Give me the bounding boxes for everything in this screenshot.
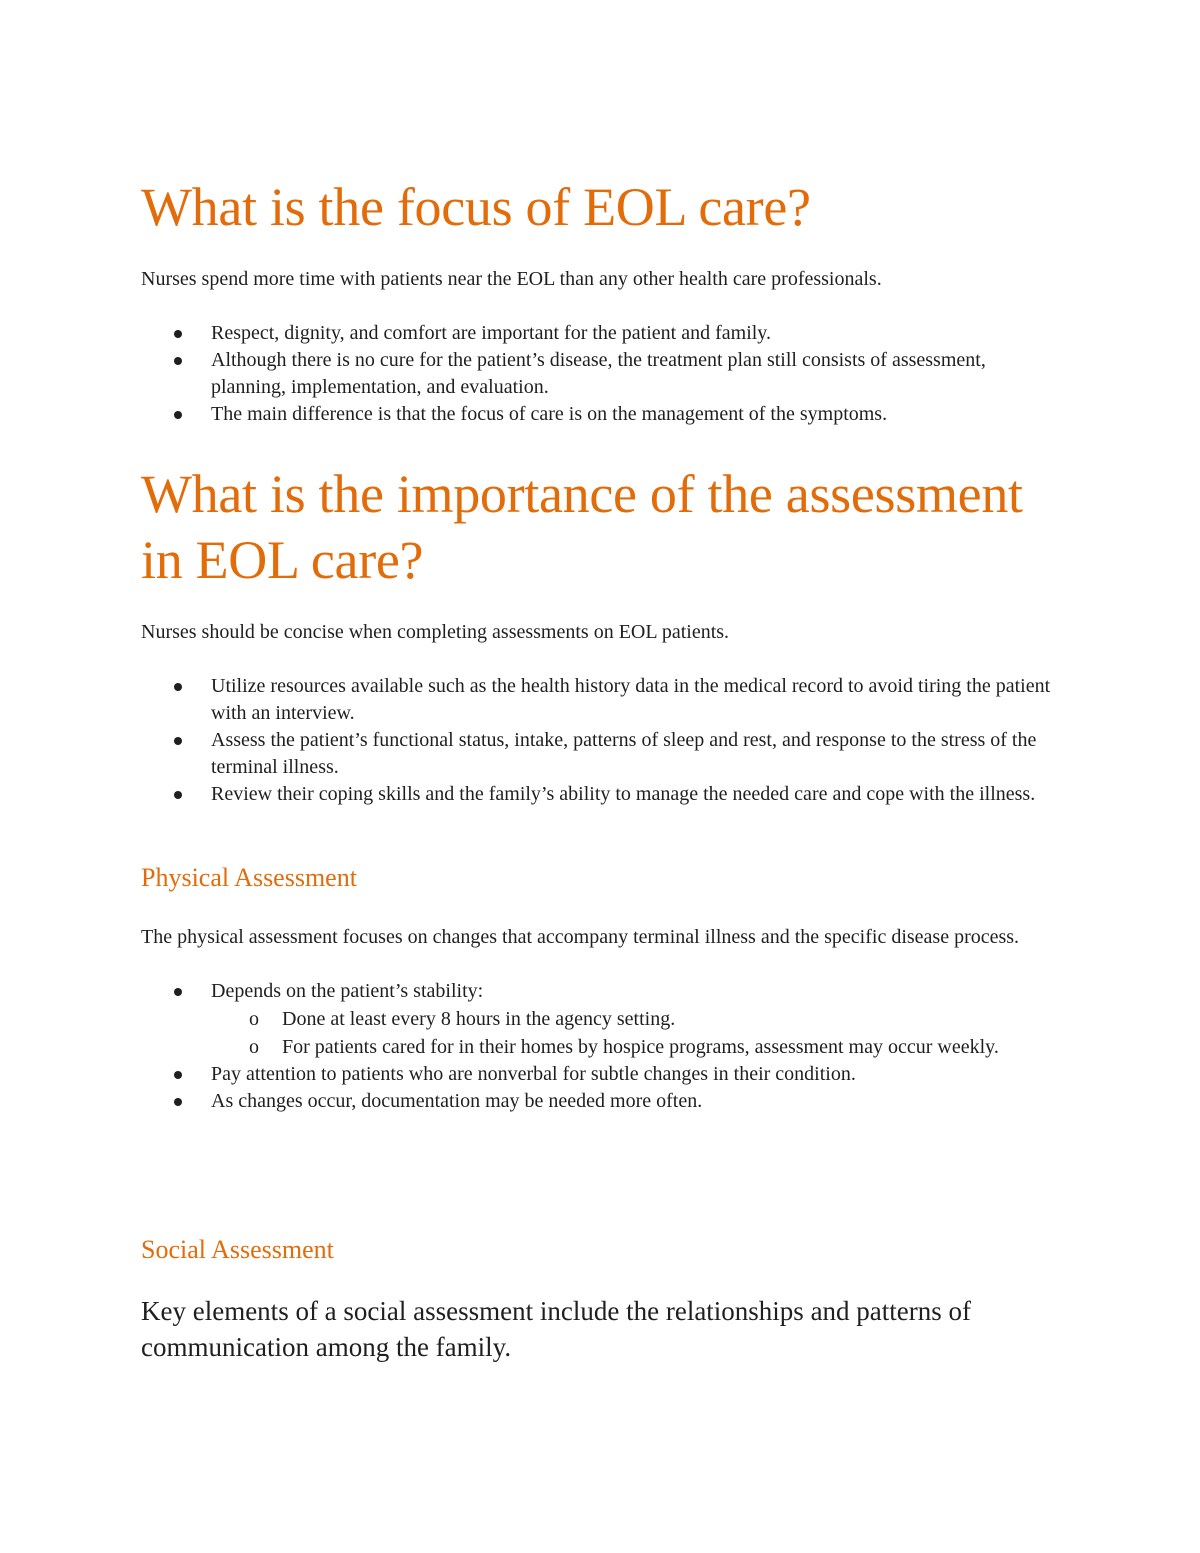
heading-social-assessment: Social Assessment (141, 1235, 334, 1264)
list-item: Review their coping skills and the family’s ability to manage the needed care and cope with the illness. (141, 781, 1061, 808)
section1-bullet-list (141, 320, 1061, 428)
bullet-icon (174, 330, 182, 338)
list-item: Pay attention to patients who are nonverbal for subtle changes in their condition. (141, 1061, 1061, 1088)
physical-sub-list (211, 1005, 1061, 1061)
physical-bullet-list (141, 978, 1061, 1115)
bullet-icon (174, 411, 182, 419)
section2-bullet-list (141, 673, 1061, 808)
section2-intro: Nurses should be concise when completing assessments on EOL patients. (141, 621, 730, 643)
list-item: Utilize resources available such as the health history data in the medical record to avoid tiring the patient with an interview. (141, 673, 1061, 727)
list-item: Although there is no cure for the patient’s disease, the treatment plan still consists of assessment, planning, implementation, and evaluation. (141, 347, 1061, 401)
bullet-icon (174, 988, 182, 996)
bullet-icon (174, 1098, 182, 1106)
list-item: As changes occur, documentation may be needed more often. (141, 1088, 1061, 1115)
section1-body (141, 266, 1061, 428)
list-item: Assess the patient’s functional status, intake, patterns of sleep and rest, and response to the stress of the terminal illness. (141, 727, 1061, 781)
bullet-icon (174, 791, 182, 799)
heading-physical-assessment: Physical Assessment (141, 863, 357, 892)
section2-body (141, 619, 1061, 808)
bullet-icon (174, 683, 182, 691)
heading-assessment-importance: What is the importance of the assessment in EOL care? (141, 464, 1023, 590)
list-item: o Done at least every 8 hours in the agency setting. (211, 1005, 1061, 1033)
list-item: Depends on the patient’s stability: o Done at least every 8 hours in the agency setting. o For patients cared for in their homes by hospice programs, assessment may occur weekly. (141, 978, 1061, 1061)
list-item: The main difference is that the focus of care is on the management of the symptoms. (141, 401, 1061, 428)
list-item: Respect, dignity, and comfort are important for the patient and family. (141, 320, 1061, 347)
sub-bullet-icon: o (249, 1036, 259, 1058)
sub-bullet-icon: o (249, 1008, 259, 1030)
social-intro: Key elements of a social assessment include the relationships and patterns of communication among the family. (141, 1296, 972, 1362)
bullet-icon (174, 737, 182, 745)
physical-intro: The physical assessment focuses on changes that accompany terminal illness and the specific disease process. (141, 926, 1020, 948)
heading-eol-focus: What is the focus of EOL care? (141, 177, 811, 237)
list-item: o For patients cared for in their homes by hospice programs, assessment may occur weekly. (211, 1033, 1061, 1061)
bullet-icon (174, 357, 182, 365)
section1-intro: Nurses spend more time with patients near the EOL than any other health care professionals. (141, 268, 882, 290)
bullet-icon (174, 1071, 182, 1079)
physical-body (141, 924, 1061, 1115)
